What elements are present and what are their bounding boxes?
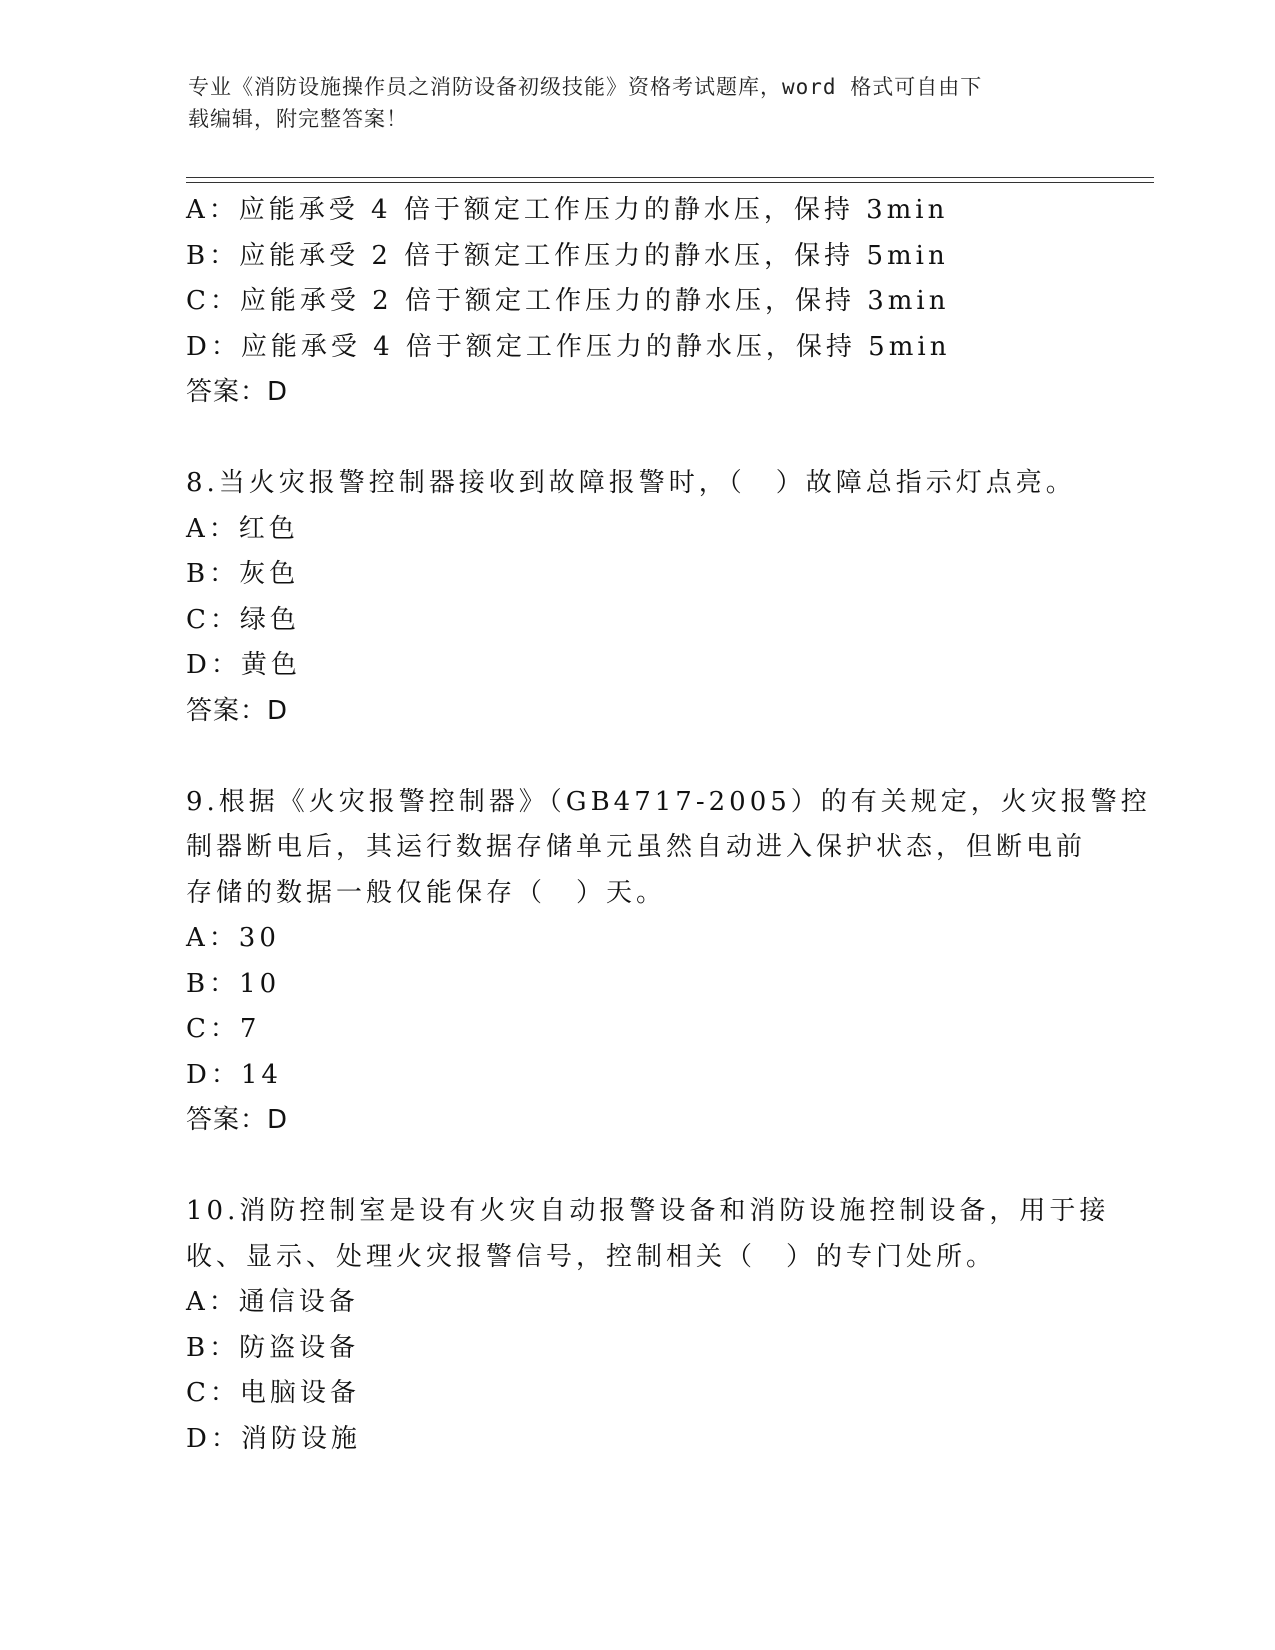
option-a: A：30 — [186, 923, 280, 953]
option-c: C：7 — [186, 1014, 261, 1044]
spacer — [186, 416, 1086, 462]
header-line: 载编辑，附完整答案！ — [188, 107, 408, 131]
header-divider-bottom — [186, 182, 1154, 183]
question-stem: 8.当火灾报警控制器接收到故障报警时，（ ）故障总指示灯点亮。 — [186, 468, 1076, 498]
spacer — [186, 734, 1086, 780]
question-stem-line: 存储的数据一般仅能保存（ ）天。 — [186, 877, 667, 908]
spacer — [186, 1144, 1086, 1190]
option-d: D：黄色 — [186, 650, 301, 680]
option-c: C：应能承受 2 倍于额定工作压力的静水压，保持 3min — [186, 286, 950, 316]
question-stem-line: 10.消防控制室是设有火灾自动报警设备和消防设施控制设备，用于接 — [186, 1196, 1110, 1226]
option-a: A：红色 — [186, 513, 299, 544]
question-stem-line: 制器断电后，其运行数据存储单元虽然自动进入保护状态，但断电前 — [186, 832, 1087, 862]
option-d: D：14 — [186, 1059, 282, 1090]
option-b: B：10 — [186, 968, 281, 999]
option-b: B：灰色 — [186, 559, 300, 589]
option-b: B：应能承受 2 倍于额定工作压力的静水压，保持 5min — [186, 240, 949, 271]
question-7 — [186, 188, 1086, 416]
option-d: D：消防设施 — [186, 1423, 361, 1454]
question-stem-line: 收、显示、处理火灾报警信号，控制相关（ ）的专门处所。 — [186, 1241, 997, 1272]
option-c: C：电脑设备 — [186, 1378, 360, 1408]
header-line: 专业《消防设施操作员之消防设备初级技能》资格考试题库，word 格式可自由下 — [188, 75, 983, 99]
option-b: B：防盗设备 — [186, 1332, 360, 1363]
document-header — [188, 71, 1088, 135]
question-stem-line: 9.根据《火灾报警控制器》（GB4717-2005）的有关规定，火灾报警控 — [186, 786, 1151, 817]
answer-line: 答案：D — [186, 377, 289, 407]
question-list — [186, 188, 1151, 1462]
option-d: D：应能承受 4 倍于额定工作压力的静水压，保持 5min — [186, 331, 951, 362]
header-divider-top — [186, 177, 1154, 178]
option-a: A：应能承受 4 倍于额定工作压力的静水压，保持 3min — [186, 195, 949, 225]
question-10 — [186, 1189, 1110, 1462]
question-9 — [186, 780, 1151, 1144]
answer-line: 答案：D — [186, 695, 289, 726]
option-a: A：通信设备 — [186, 1287, 359, 1317]
option-c: C：绿色 — [186, 604, 300, 635]
question-8 — [186, 461, 1086, 734]
answer-line: 答案：D — [186, 1105, 289, 1135]
